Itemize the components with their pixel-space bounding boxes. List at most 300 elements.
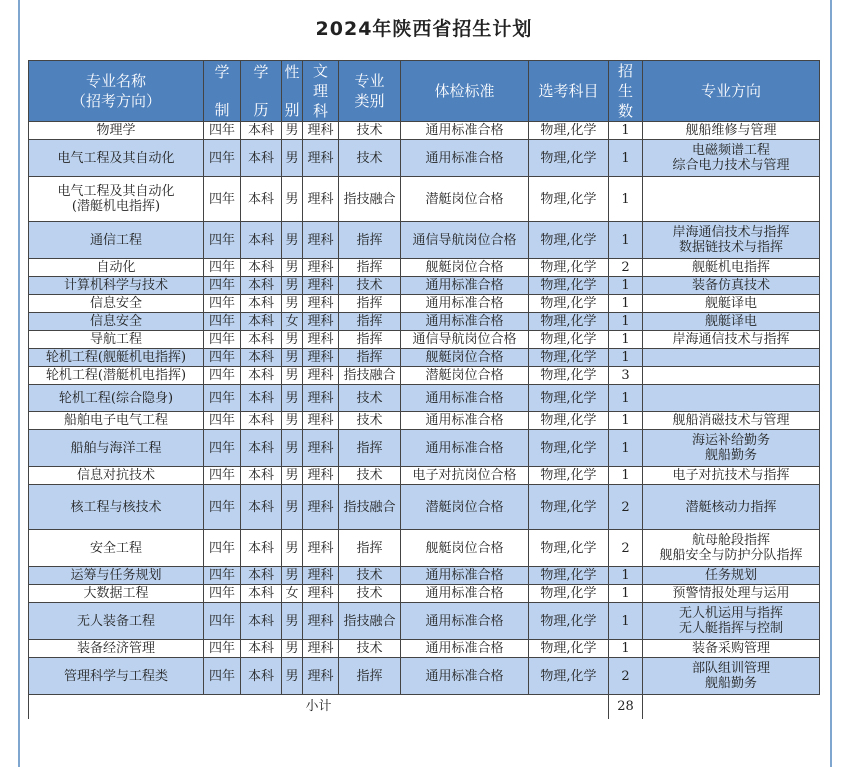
- cell-quota: 1: [609, 385, 643, 412]
- cell-direction-line: 舰船安全与防护分队指挥: [659, 548, 803, 563]
- cell-direction: [643, 385, 820, 412]
- cell-subjects: 物理,化学: [529, 349, 609, 367]
- cell-major: [29, 467, 204, 485]
- header-education-bottom: 历: [253, 101, 269, 119]
- cell-education: 本科: [241, 349, 282, 367]
- cell-education: 本科: [241, 277, 282, 295]
- cell-arts-sci: 理科: [303, 430, 339, 467]
- cell-major-line: 轮机工程(综合隐身): [58, 390, 174, 406]
- cell-physical: 舰艇岗位合格: [401, 349, 529, 367]
- cell-subjects: 物理,化学: [529, 567, 609, 585]
- cell-category: 指技融合: [339, 603, 401, 640]
- cell-gender: 男: [282, 530, 303, 567]
- enrollment-plan-table: [28, 60, 820, 719]
- cell-duration: 四年: [204, 640, 241, 658]
- cell-direction: [643, 277, 820, 295]
- cell-arts-sci: 理科: [303, 277, 339, 295]
- cell-direction: [643, 412, 820, 430]
- cell-gender: 男: [282, 640, 303, 658]
- cell-quota: 2: [609, 530, 643, 567]
- cell-major: [29, 222, 204, 259]
- cell-physical: 通用标准合格: [401, 567, 529, 585]
- cell-arts-sci: 理科: [303, 122, 339, 140]
- cell-category: 指挥: [339, 530, 401, 567]
- cell-subjects: 物理,化学: [529, 295, 609, 313]
- cell-direction-line: 无人艇指挥与控制: [678, 621, 783, 636]
- cell-education: 本科: [241, 603, 282, 640]
- page-frame-left: [18, 0, 20, 767]
- cell-direction: [643, 640, 820, 658]
- cell-direction: [643, 367, 820, 385]
- cell-major: [29, 140, 204, 177]
- header-category-line1: 专业: [354, 72, 385, 90]
- total-row: [29, 695, 820, 719]
- cell-direction-line: 预警情报处理与运用: [672, 586, 790, 601]
- cell-duration: 四年: [204, 467, 241, 485]
- cell-quota: 1: [609, 567, 643, 585]
- cell-gender: 男: [282, 277, 303, 295]
- cell-gender: 男: [282, 122, 303, 140]
- cell-education: 本科: [241, 467, 282, 485]
- cell-gender: 男: [282, 349, 303, 367]
- cell-duration: 四年: [204, 122, 241, 140]
- cell-education: 本科: [241, 313, 282, 331]
- cell-physical: 潜艇岗位合格: [401, 485, 529, 530]
- cell-direction: [643, 658, 820, 695]
- cell-education: 本科: [241, 122, 282, 140]
- cell-education: 本科: [241, 385, 282, 412]
- header-direction: 专业方向: [643, 61, 820, 122]
- cell-physical: 通用标准合格: [401, 658, 529, 695]
- header-major-line1: 专业名称: [85, 72, 146, 90]
- header-gender: [282, 61, 303, 122]
- cell-gender: 男: [282, 567, 303, 585]
- header-gender-top: 性: [284, 63, 300, 81]
- cell-major: [29, 640, 204, 658]
- cell-direction: [643, 295, 820, 313]
- cell-duration: 四年: [204, 313, 241, 331]
- cell-duration: 四年: [204, 349, 241, 367]
- table-row: [29, 530, 820, 567]
- cell-major: [29, 530, 204, 567]
- table-row: [29, 222, 820, 259]
- cell-category: 指技融合: [339, 367, 401, 385]
- cell-gender: 女: [282, 585, 303, 603]
- cell-arts-sci: 理科: [303, 295, 339, 313]
- cell-arts-sci: 理科: [303, 140, 339, 177]
- cell-arts-sci: 理科: [303, 349, 339, 367]
- cell-education: 本科: [241, 530, 282, 567]
- cell-arts-sci: 理科: [303, 222, 339, 259]
- header-duration-bottom: 制: [214, 101, 230, 119]
- cell-gender: 男: [282, 430, 303, 467]
- cell-arts-sci: 理科: [303, 412, 339, 430]
- cell-arts-sci: 理科: [303, 331, 339, 349]
- cell-arts-sci: 理科: [303, 313, 339, 331]
- cell-major-line: 船舶与海洋工程: [70, 440, 162, 456]
- cell-category: 技术: [339, 567, 401, 585]
- table-row: [29, 412, 820, 430]
- cell-direction-line: 舰船维修与管理: [685, 123, 777, 138]
- header-duration: [204, 61, 241, 122]
- header-subjects: 选考科目: [529, 61, 609, 122]
- cell-quota: 1: [609, 467, 643, 485]
- cell-category: 技术: [339, 277, 401, 295]
- header-gender-bottom: 别: [284, 101, 300, 119]
- cell-direction-line: 海运补给勤务: [691, 433, 770, 448]
- cell-duration: 四年: [204, 277, 241, 295]
- cell-gender: 女: [282, 313, 303, 331]
- cell-quota: 1: [609, 349, 643, 367]
- cell-duration: 四年: [204, 140, 241, 177]
- cell-direction-line: 电子对抗技术与指挥: [672, 468, 790, 483]
- cell-duration: 四年: [204, 259, 241, 277]
- table-row: [29, 585, 820, 603]
- cell-education: 本科: [241, 658, 282, 695]
- cell-education: 本科: [241, 640, 282, 658]
- cell-direction-line: 无人机运用与指挥: [678, 606, 783, 621]
- cell-direction-line: 舰船消磁技术与管理: [672, 413, 790, 428]
- cell-physical: 通用标准合格: [401, 277, 529, 295]
- cell-direction-line: 任务规划: [704, 568, 757, 583]
- cell-direction-line: 装备采购管理: [691, 641, 770, 656]
- cell-subjects: 物理,化学: [529, 640, 609, 658]
- cell-duration: 四年: [204, 331, 241, 349]
- cell-subjects: 物理,化学: [529, 122, 609, 140]
- cell-duration: 四年: [204, 530, 241, 567]
- cell-arts-sci: 理科: [303, 177, 339, 222]
- cell-major: [29, 259, 204, 277]
- cell-education: 本科: [241, 412, 282, 430]
- cell-major-line: 信息安全: [89, 314, 142, 329]
- cell-education: 本科: [241, 367, 282, 385]
- cell-major: [29, 412, 204, 430]
- cell-category: 技术: [339, 385, 401, 412]
- cell-major-line: 信息对抗技术: [76, 468, 155, 483]
- table-row: [29, 331, 820, 349]
- cell-quota: 1: [609, 140, 643, 177]
- cell-physical: 通用标准合格: [401, 585, 529, 603]
- cell-arts-sci: 理科: [303, 585, 339, 603]
- cell-duration: 四年: [204, 585, 241, 603]
- cell-direction-line: 舰船勤务: [704, 448, 757, 463]
- cell-direction: [643, 313, 820, 331]
- cell-gender: 男: [282, 140, 303, 177]
- header-quota: [609, 61, 643, 122]
- cell-duration: 四年: [204, 367, 241, 385]
- cell-major-line: 电气工程及其自动化: [57, 150, 175, 166]
- cell-category: 指挥: [339, 658, 401, 695]
- cell-quota: 1: [609, 412, 643, 430]
- cell-major: [29, 349, 204, 367]
- cell-direction-line: 装备仿真技术: [691, 278, 770, 293]
- total-value: 28: [609, 695, 643, 719]
- cell-physical: 通用标准合格: [401, 140, 529, 177]
- cell-physical: 通用标准合格: [401, 385, 529, 412]
- cell-subjects: 物理,化学: [529, 412, 609, 430]
- cell-direction-line: 岸海通信技术与指挥: [672, 332, 790, 347]
- cell-physical: 通用标准合格: [401, 122, 529, 140]
- cell-duration: 四年: [204, 177, 241, 222]
- cell-major: [29, 122, 204, 140]
- cell-gender: 男: [282, 259, 303, 277]
- cell-quota: 1: [609, 331, 643, 349]
- cell-direction: [643, 177, 820, 222]
- cell-quota: 1: [609, 430, 643, 467]
- cell-education: 本科: [241, 222, 282, 259]
- cell-quota: 1: [609, 603, 643, 640]
- table-row: [29, 259, 820, 277]
- cell-duration: 四年: [204, 412, 241, 430]
- cell-major-line: (潜艇机电指挥): [71, 199, 161, 214]
- cell-subjects: 物理,化学: [529, 430, 609, 467]
- cell-quota: 2: [609, 485, 643, 530]
- cell-physical: 通信导航岗位合格: [401, 222, 529, 259]
- cell-subjects: 物理,化学: [529, 467, 609, 485]
- cell-major: [29, 585, 204, 603]
- cell-major: [29, 567, 204, 585]
- cell-direction: [643, 585, 820, 603]
- cell-physical: 通用标准合格: [401, 603, 529, 640]
- cell-category: 指挥: [339, 259, 401, 277]
- cell-direction-line: 舰艇译电: [704, 314, 757, 329]
- cell-gender: 男: [282, 367, 303, 385]
- cell-direction: [643, 567, 820, 585]
- cell-physical: 通用标准合格: [401, 313, 529, 331]
- cell-major-line: 物理学: [96, 123, 136, 138]
- cell-category: 技术: [339, 140, 401, 177]
- table-row: [29, 177, 820, 222]
- total-empty: [643, 695, 820, 719]
- table-row: [29, 367, 820, 385]
- cell-quota: 3: [609, 367, 643, 385]
- cell-major: [29, 385, 204, 412]
- cell-quota: 1: [609, 122, 643, 140]
- cell-major-line: 电气工程及其自动化: [57, 184, 175, 199]
- cell-subjects: 物理,化学: [529, 385, 609, 412]
- cell-major: [29, 277, 204, 295]
- cell-physical: 舰艇岗位合格: [401, 259, 529, 277]
- header-quota-3: 数: [617, 102, 633, 120]
- total-label: 小计: [29, 695, 609, 719]
- page-frame-right: [830, 0, 832, 767]
- cell-gender: 男: [282, 385, 303, 412]
- cell-education: 本科: [241, 430, 282, 467]
- cell-quota: 2: [609, 259, 643, 277]
- table-row: [29, 313, 820, 331]
- cell-duration: 四年: [204, 567, 241, 585]
- cell-major-line: 轮机工程(潜艇机电指挥): [45, 368, 187, 383]
- table-row: [29, 385, 820, 412]
- cell-direction: [643, 122, 820, 140]
- cell-category: 技术: [339, 585, 401, 603]
- cell-category: 指技融合: [339, 177, 401, 222]
- cell-direction: [643, 430, 820, 467]
- cell-category: 技术: [339, 467, 401, 485]
- cell-physical: 通用标准合格: [401, 412, 529, 430]
- header-category: [339, 61, 401, 122]
- header-major: [29, 61, 204, 122]
- table-body: [29, 122, 820, 695]
- cell-education: 本科: [241, 140, 282, 177]
- cell-arts-sci: 理科: [303, 367, 339, 385]
- cell-gender: 男: [282, 177, 303, 222]
- table-row: [29, 430, 820, 467]
- cell-duration: 四年: [204, 658, 241, 695]
- cell-education: 本科: [241, 259, 282, 277]
- cell-subjects: 物理,化学: [529, 177, 609, 222]
- cell-subjects: 物理,化学: [529, 603, 609, 640]
- table-row: [29, 122, 820, 140]
- cell-category: 指技融合: [339, 485, 401, 530]
- cell-education: 本科: [241, 585, 282, 603]
- cell-arts-sci: 理科: [303, 603, 339, 640]
- table-row: [29, 567, 820, 585]
- cell-gender: 男: [282, 222, 303, 259]
- cell-direction: [643, 603, 820, 640]
- header-quota-2: 生: [617, 82, 633, 100]
- table-row: [29, 640, 820, 658]
- cell-major-line: 自动化: [96, 260, 136, 275]
- header-education: [241, 61, 282, 122]
- cell-physical: 潜艇岗位合格: [401, 177, 529, 222]
- cell-subjects: 物理,化学: [529, 222, 609, 259]
- cell-category: 指挥: [339, 222, 401, 259]
- cell-subjects: 物理,化学: [529, 530, 609, 567]
- cell-major: [29, 177, 204, 222]
- cell-subjects: 物理,化学: [529, 277, 609, 295]
- cell-subjects: 物理,化学: [529, 658, 609, 695]
- cell-subjects: 物理,化学: [529, 367, 609, 385]
- cell-education: 本科: [241, 295, 282, 313]
- cell-quota: 1: [609, 222, 643, 259]
- cell-major-line: 船舶电子电气工程: [63, 413, 168, 428]
- cell-major: [29, 295, 204, 313]
- cell-major: [29, 603, 204, 640]
- cell-arts-sci: 理科: [303, 259, 339, 277]
- cell-major-line: 导航工程: [89, 332, 142, 347]
- cell-category: 指挥: [339, 313, 401, 331]
- cell-quota: 1: [609, 313, 643, 331]
- cell-major: [29, 485, 204, 530]
- cell-category: 指挥: [339, 430, 401, 467]
- cell-major-line: 大数据工程: [83, 586, 149, 601]
- table-row: [29, 603, 820, 640]
- cell-duration: 四年: [204, 603, 241, 640]
- cell-subjects: 物理,化学: [529, 331, 609, 349]
- cell-quota: 1: [609, 177, 643, 222]
- header-quota-1: 招: [617, 62, 633, 80]
- cell-duration: 四年: [204, 485, 241, 530]
- cell-direction-line: 岸海通信技术与指挥: [672, 225, 790, 240]
- cell-subjects: 物理,化学: [529, 485, 609, 530]
- cell-quota: 1: [609, 277, 643, 295]
- cell-direction: [643, 485, 820, 530]
- header-category-line2: 类别: [354, 92, 385, 110]
- cell-duration: 四年: [204, 222, 241, 259]
- cell-direction-line: 舰船勤务: [704, 676, 757, 691]
- cell-major: [29, 430, 204, 467]
- cell-category: 技术: [339, 122, 401, 140]
- cell-direction-line: 数据链技术与指挥: [678, 240, 783, 255]
- cell-major: [29, 367, 204, 385]
- table-row: [29, 277, 820, 295]
- cell-major-line: 管理科学与工程类: [63, 668, 168, 684]
- cell-physical: 舰艇岗位合格: [401, 530, 529, 567]
- cell-direction: [643, 467, 820, 485]
- cell-education: 本科: [241, 567, 282, 585]
- cell-gender: 男: [282, 295, 303, 313]
- cell-direction-line: 航母舱段指挥: [691, 533, 770, 548]
- cell-major: [29, 313, 204, 331]
- page-title: 2024年陕西省招生计划: [315, 18, 533, 40]
- header-arts-sci: [303, 61, 339, 122]
- header-duration-top: 学: [214, 63, 230, 81]
- cell-arts-sci: 理科: [303, 530, 339, 567]
- table-row: [29, 658, 820, 695]
- header-education-top: 学: [253, 63, 269, 81]
- header-arts-sci-1: 文: [312, 62, 328, 80]
- cell-subjects: 物理,化学: [529, 259, 609, 277]
- cell-direction-line: 舰艇译电: [704, 296, 757, 311]
- cell-education: 本科: [241, 177, 282, 222]
- cell-direction: [643, 349, 820, 367]
- cell-direction-line: 潜艇核动力指挥: [685, 499, 777, 515]
- cell-direction: [643, 331, 820, 349]
- cell-physical: 通信导航岗位合格: [401, 331, 529, 349]
- cell-direction: [643, 259, 820, 277]
- cell-subjects: 物理,化学: [529, 140, 609, 177]
- cell-category: 指挥: [339, 295, 401, 313]
- table-row: [29, 140, 820, 177]
- cell-major-line: 运筹与任务规划: [70, 568, 162, 583]
- cell-physical: 电子对抗岗位合格: [401, 467, 529, 485]
- table-row: [29, 485, 820, 530]
- cell-major-line: 轮机工程(舰艇机电指挥): [45, 350, 187, 365]
- table-row: [29, 467, 820, 485]
- cell-category: 技术: [339, 412, 401, 430]
- table-row: [29, 349, 820, 367]
- cell-major-line: 核工程与核技术: [70, 499, 162, 515]
- cell-direction: [643, 140, 820, 177]
- cell-physical: 通用标准合格: [401, 295, 529, 313]
- cell-gender: 男: [282, 331, 303, 349]
- cell-major-line: 通信工程: [89, 232, 142, 248]
- cell-arts-sci: 理科: [303, 485, 339, 530]
- cell-gender: 男: [282, 485, 303, 530]
- header-physical: 体检标准: [401, 61, 529, 122]
- cell-duration: 四年: [204, 295, 241, 313]
- cell-category: 指挥: [339, 331, 401, 349]
- cell-subjects: 物理,化学: [529, 313, 609, 331]
- cell-direction: [643, 222, 820, 259]
- cell-duration: 四年: [204, 430, 241, 467]
- cell-education: 本科: [241, 331, 282, 349]
- cell-quota: 1: [609, 585, 643, 603]
- cell-subjects: 物理,化学: [529, 585, 609, 603]
- cell-category: 指挥: [339, 349, 401, 367]
- table-row: [29, 295, 820, 313]
- cell-direction-line: 舰艇机电指挥: [691, 260, 770, 275]
- cell-direction-line: 电磁频谱工程: [691, 143, 770, 158]
- header-arts-sci-2: 理: [312, 82, 328, 100]
- cell-arts-sci: 理科: [303, 640, 339, 658]
- cell-major-line: 信息安全: [89, 296, 142, 311]
- cell-arts-sci: 理科: [303, 467, 339, 485]
- cell-major-line: 无人装备工程: [76, 613, 155, 629]
- cell-duration: 四年: [204, 385, 241, 412]
- cell-physical: 通用标准合格: [401, 640, 529, 658]
